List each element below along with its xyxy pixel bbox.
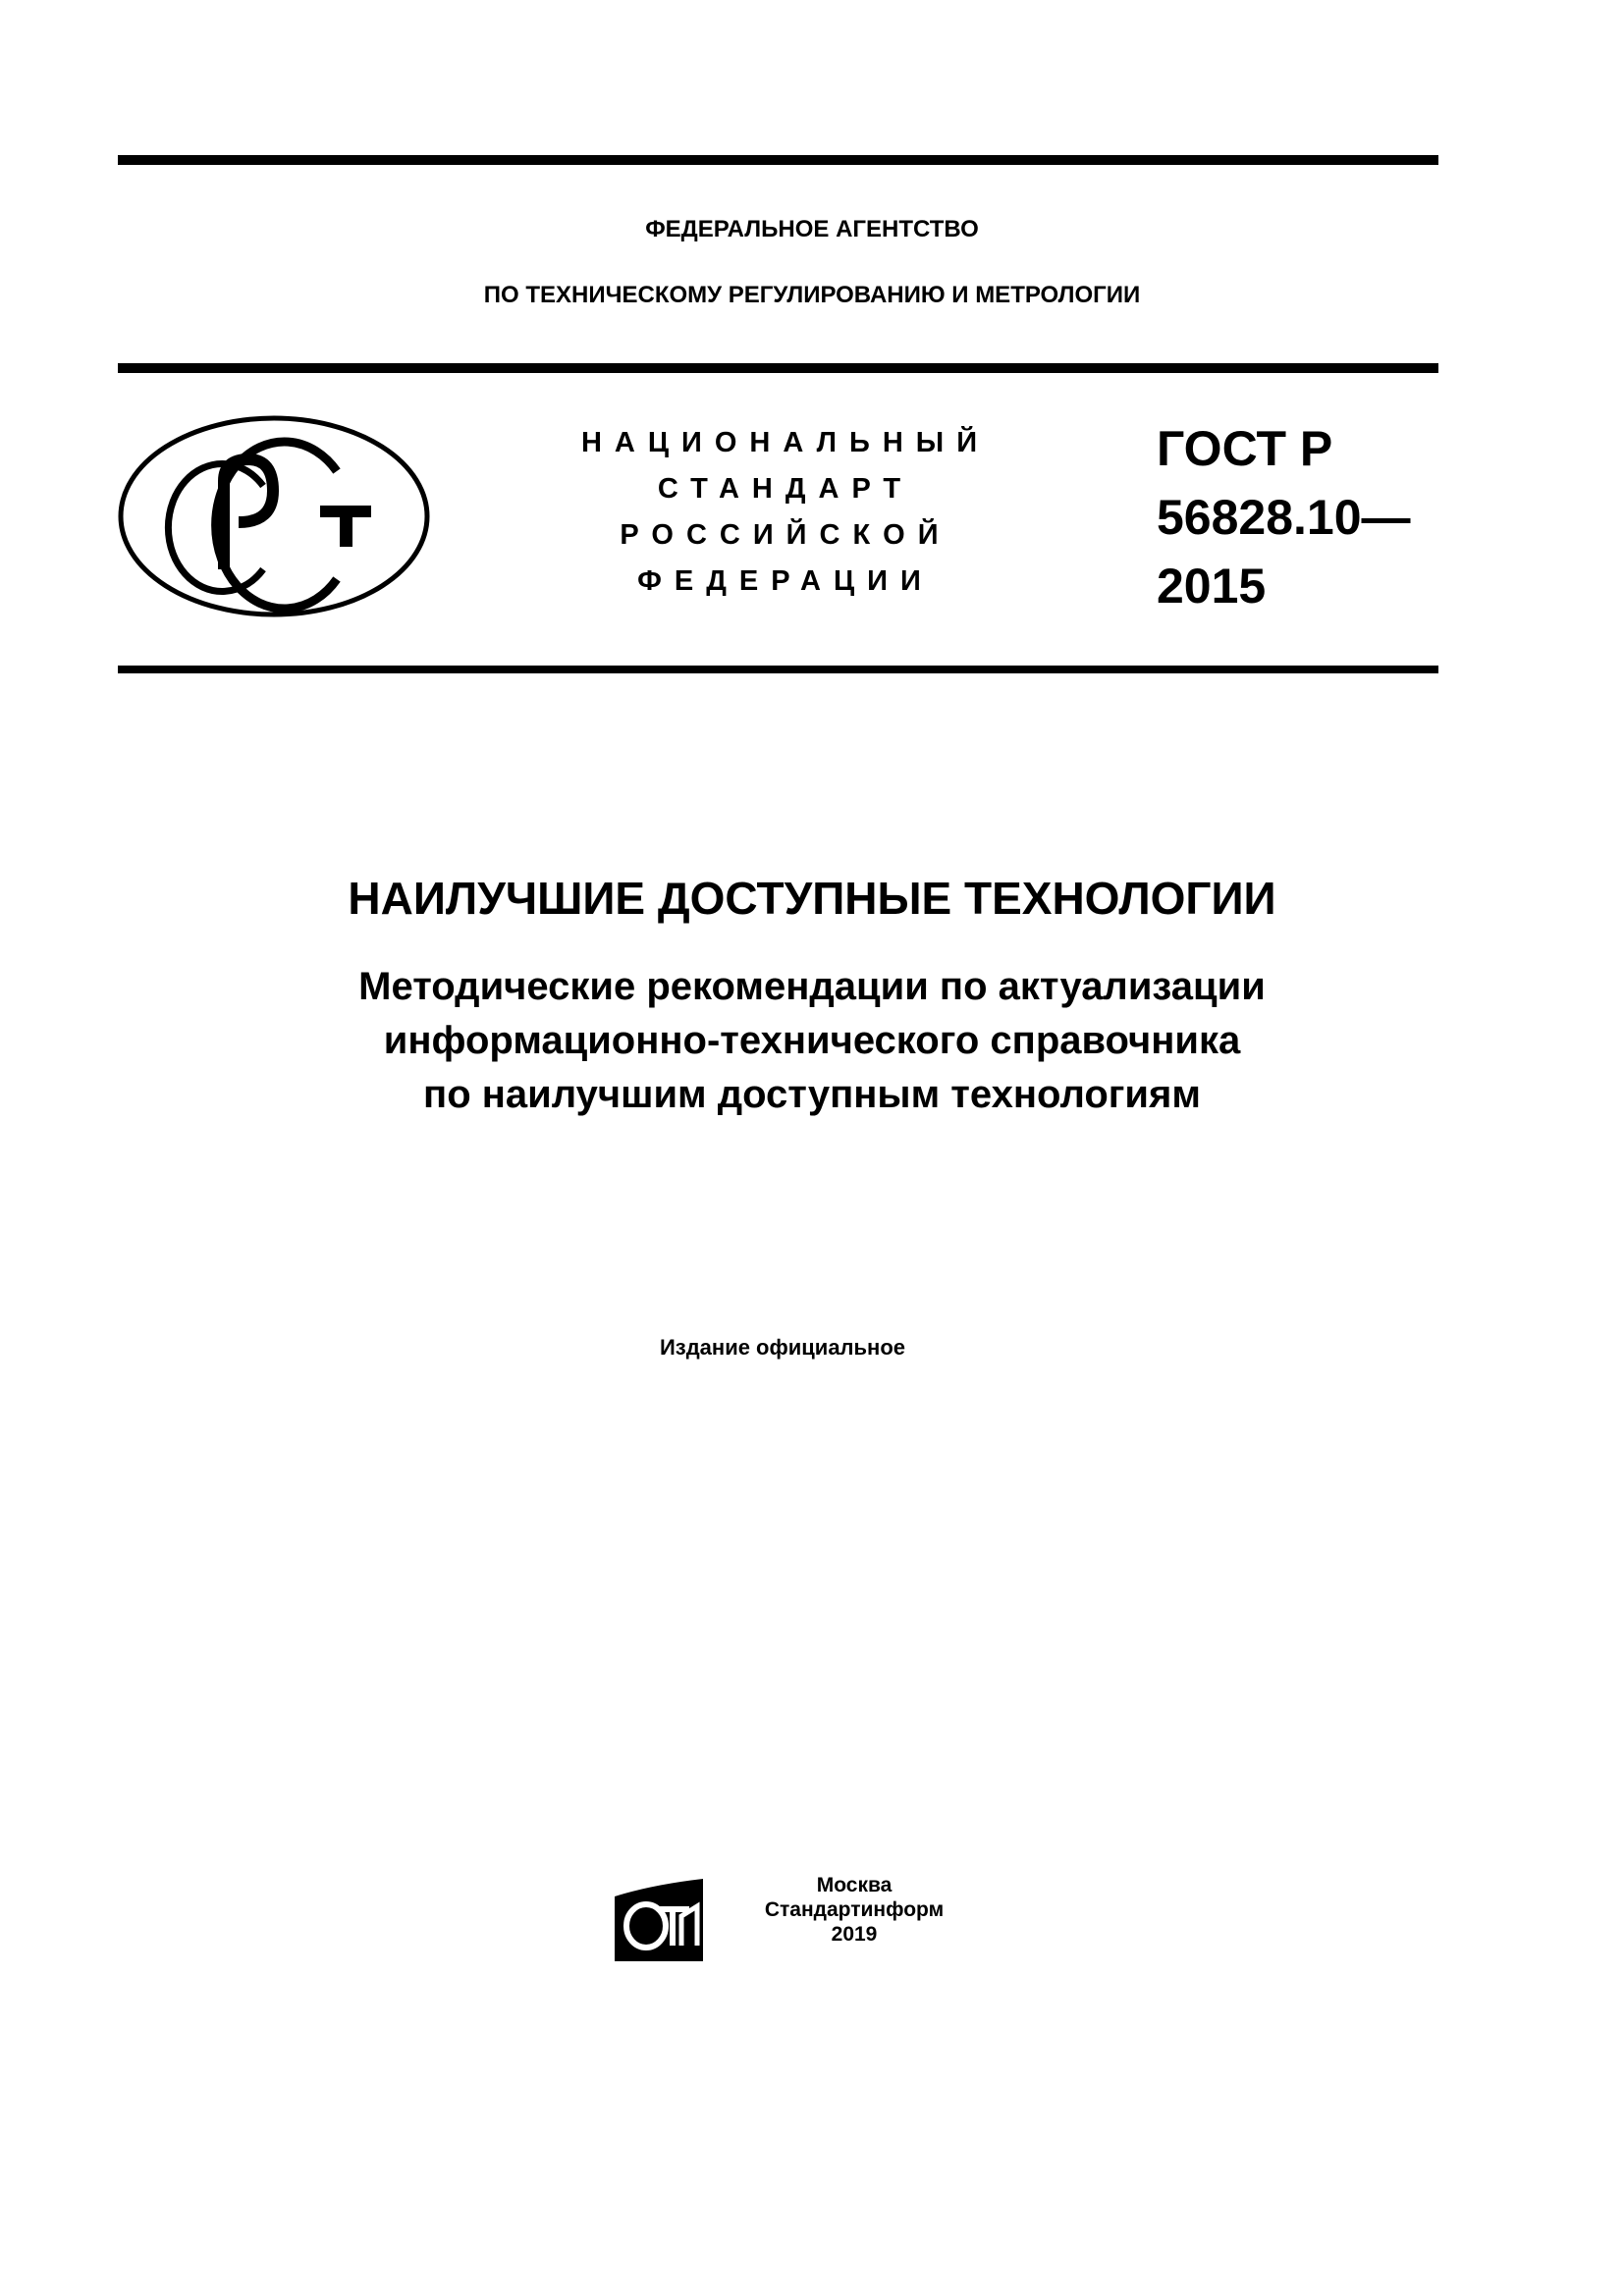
- subtitle-line: информационно-технического справочника: [383, 1019, 1241, 1062]
- publisher-name: Стандартинформ: [764, 1898, 945, 1921]
- agency-line-1: ФЕДЕРАЛЬНОЕ АГЕНТСТВО: [645, 216, 979, 242]
- publisher-logo: [613, 1877, 707, 1963]
- national-line: СТАНДАРТ: [657, 473, 914, 505]
- designation-line: 56828.10—: [1157, 490, 1411, 545]
- national-standard-label: [550, 420, 1021, 605]
- national-line: ФЕДЕРАЦИИ: [637, 565, 934, 597]
- document-title: НАИЛУЧШИЕ ДОСТУПНЫЕ ТЕХНОЛОГИИ: [348, 873, 1276, 924]
- edition-note: Издание официальное: [659, 1335, 906, 1360]
- top-rule: [118, 155, 1438, 165]
- designation-line: 2015: [1157, 559, 1267, 614]
- publisher-city: Москва: [816, 1874, 893, 1896]
- rst-logo: [116, 412, 432, 620]
- document-subtitle: [0, 960, 1624, 1122]
- standard-designation: [1157, 414, 1411, 620]
- national-line: НАЦИОНАЛЬНЫЙ: [580, 427, 991, 458]
- national-line: РОССИЙСКОЙ: [620, 519, 951, 551]
- bottom-rule: [118, 666, 1438, 673]
- publication-year: 2019: [831, 1923, 878, 1946]
- agency-line-2: ПО ТЕХНИЧЕСКОМУ РЕГУЛИРОВАНИЮ И МЕТРОЛОГИИ: [483, 282, 1141, 308]
- publisher-info: [756, 1873, 952, 1947]
- middle-rule: [118, 363, 1438, 373]
- subtitle-line: по наилучшим доступным технологиям: [423, 1073, 1201, 1116]
- subtitle-line: Методические рекомендации по актуализации: [358, 965, 1266, 1008]
- designation-line: ГОСТ Р: [1157, 421, 1333, 476]
